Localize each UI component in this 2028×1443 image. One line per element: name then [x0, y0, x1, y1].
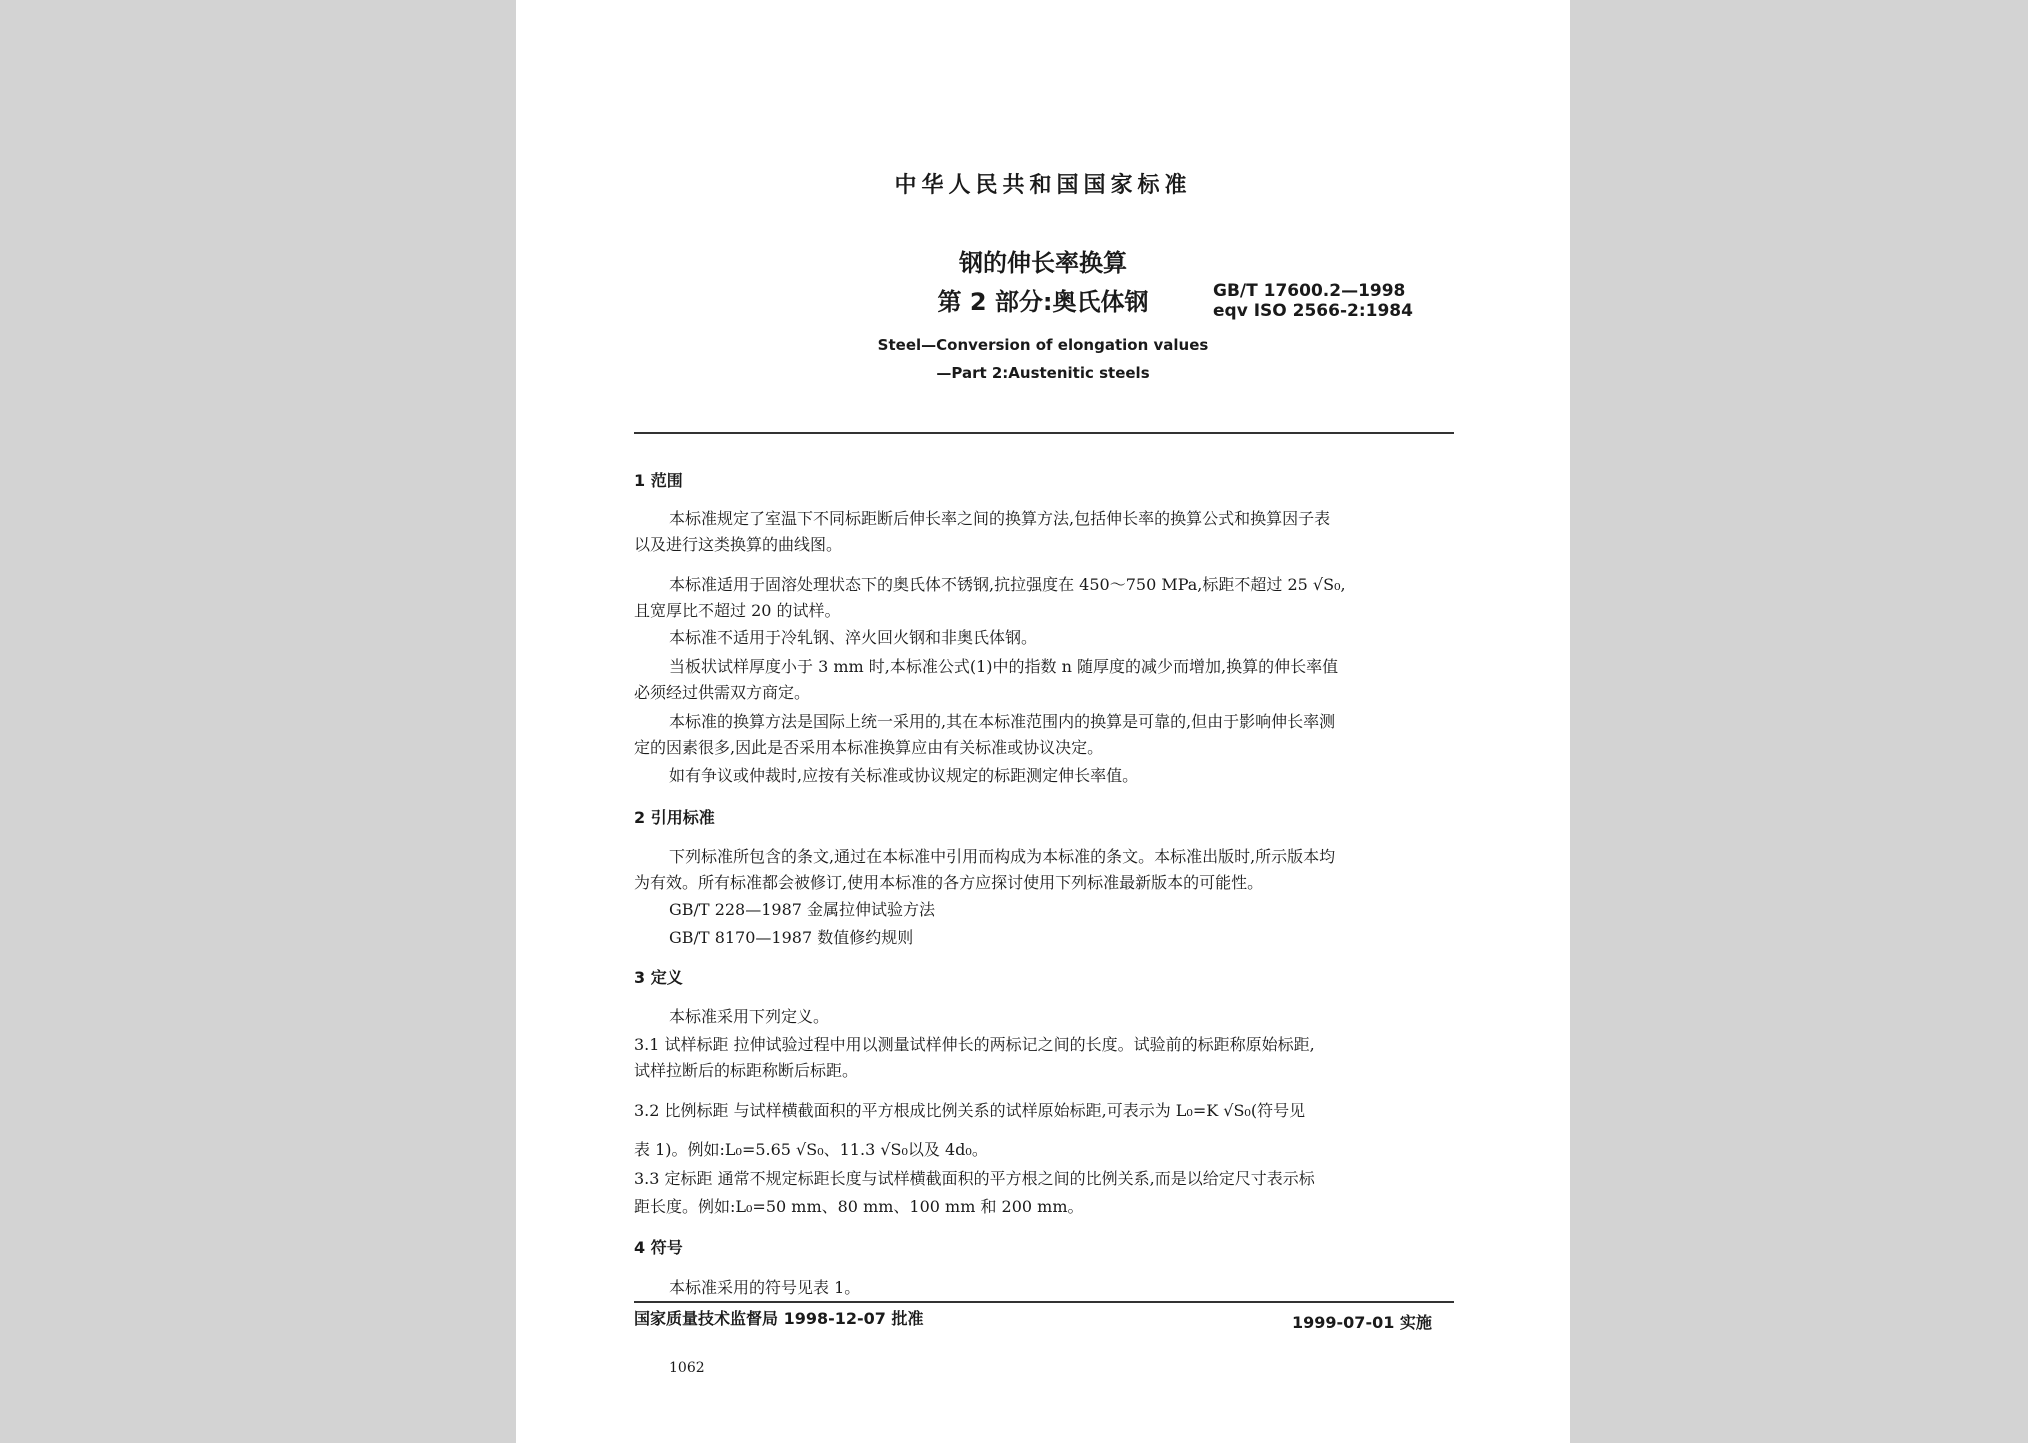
section-1-paragraph-1a: 本标准规定了室温下不同标距断后伸长率之间的换算方法,包括伸长率的换算公式和换算因子表	[669, 509, 1331, 528]
section-2-paragraph-1a: 下列标准所包含的条文,通过在本标准中引用而构成为本标准的条文。本标准出版时,所示版本均	[669, 847, 1336, 866]
definition-3-1b: 试样拉断后的标距称断后标距。	[634, 1061, 859, 1080]
document-page	[516, 0, 1570, 1443]
definition-3-2b: 表 1)。例如:L₀=5.65 √S₀、11.3 √S₀以及 4d₀。	[634, 1140, 988, 1159]
section-2-paragraph-1b: 为有效。所有标准都会被修订,使用本标准的各方应探讨使用下列标准最新版本的可能性。	[634, 873, 1264, 892]
section-4-heading: 4 符号	[634, 1238, 683, 1257]
standard-number: GB/T 17600.2—1998	[1213, 281, 1406, 301]
section-2-heading: 2 引用标准	[634, 808, 715, 827]
section-1-paragraph-4a: 当板状试样厚度小于 3 mm 时,本标准公式(1)中的指数 n 随厚度的减少而增加,换算的伸长率值	[669, 657, 1339, 676]
reference-gb-t-8170: GB/T 8170—1987 数值修约规则	[669, 928, 914, 947]
definition-3-3b: 距长度。例如:L₀=50 mm、80 mm、100 mm 和 200 mm。	[634, 1197, 1084, 1216]
section-1-paragraph-3: 本标准不适用于冷轧钢、淬火回火钢和非奥氏体钢。	[669, 628, 1038, 647]
page-number: 1062	[669, 1360, 705, 1376]
footer-divider	[634, 1301, 1454, 1303]
standard-equivalent: eqv ISO 2566-2:1984	[1213, 301, 1413, 321]
definition-3-1a: 3.1 试样标距 拉伸试验过程中用以测量试样伸长的两标记之间的长度。试验前的标距称原始标距,	[634, 1035, 1315, 1054]
section-4-paragraph-1: 本标准采用的符号见表 1。	[669, 1278, 861, 1297]
section-3-intro: 本标准采用下列定义。	[669, 1007, 830, 1026]
national-standard-header: 中华人民共和国国家标准	[894, 173, 1192, 198]
title-en-line2: —Part 2:Austenitic steels	[936, 364, 1150, 382]
section-1-paragraph-2a: 本标准适用于固溶处理状态下的奥氏体不锈钢,抗拉强度在 450～750 MPa,标距不超过 25 √S₀,	[669, 575, 1346, 594]
definition-3-3a: 3.3 定标距 通常不规定标距长度与试样横截面积的平方根之间的比例关系,而是以给定尺寸表示标	[634, 1169, 1315, 1188]
header-divider	[634, 432, 1454, 434]
section-1-paragraph-6: 如有争议或仲裁时,应按有关标准或协议规定的标距测定伸长率值。	[669, 766, 1139, 785]
title-zh-line2: 第 2 部分:奥氏体钢	[937, 288, 1149, 316]
definition-3-2a: 3.2 比例标距 与试样横截面积的平方根成比例关系的试样原始标距,可表示为 L₀=K √S₀(符号见	[634, 1101, 1306, 1120]
section-3-heading: 3 定义	[634, 968, 683, 987]
title-en-line1: Steel—Conversion of elongation values	[877, 336, 1209, 354]
effective-date: 1999-07-01 实施	[1292, 1313, 1432, 1332]
section-1-heading: 1 范围	[634, 471, 683, 490]
section-1-paragraph-2b: 且宽厚比不超过 20 的试样。	[634, 601, 841, 620]
reference-gb-t-228: GB/T 228—1987 金属拉伸试验方法	[669, 900, 936, 919]
section-1-paragraph-4b: 必须经过供需双方商定。	[634, 683, 811, 702]
approval-date: 国家质量技术监督局 1998-12-07 批准	[634, 1309, 924, 1328]
section-1-paragraph-1b: 以及进行这类换算的曲线图。	[634, 535, 843, 554]
section-1-paragraph-5b: 定的因素很多,因此是否采用本标准换算应由有关标准或协议决定。	[634, 738, 1104, 757]
section-1-paragraph-5a: 本标准的换算方法是国际上统一采用的,其在本标准范围内的换算是可靠的,但由于影响伸长率测	[669, 712, 1336, 731]
title-zh-line1: 钢的伸长率换算	[959, 249, 1127, 277]
